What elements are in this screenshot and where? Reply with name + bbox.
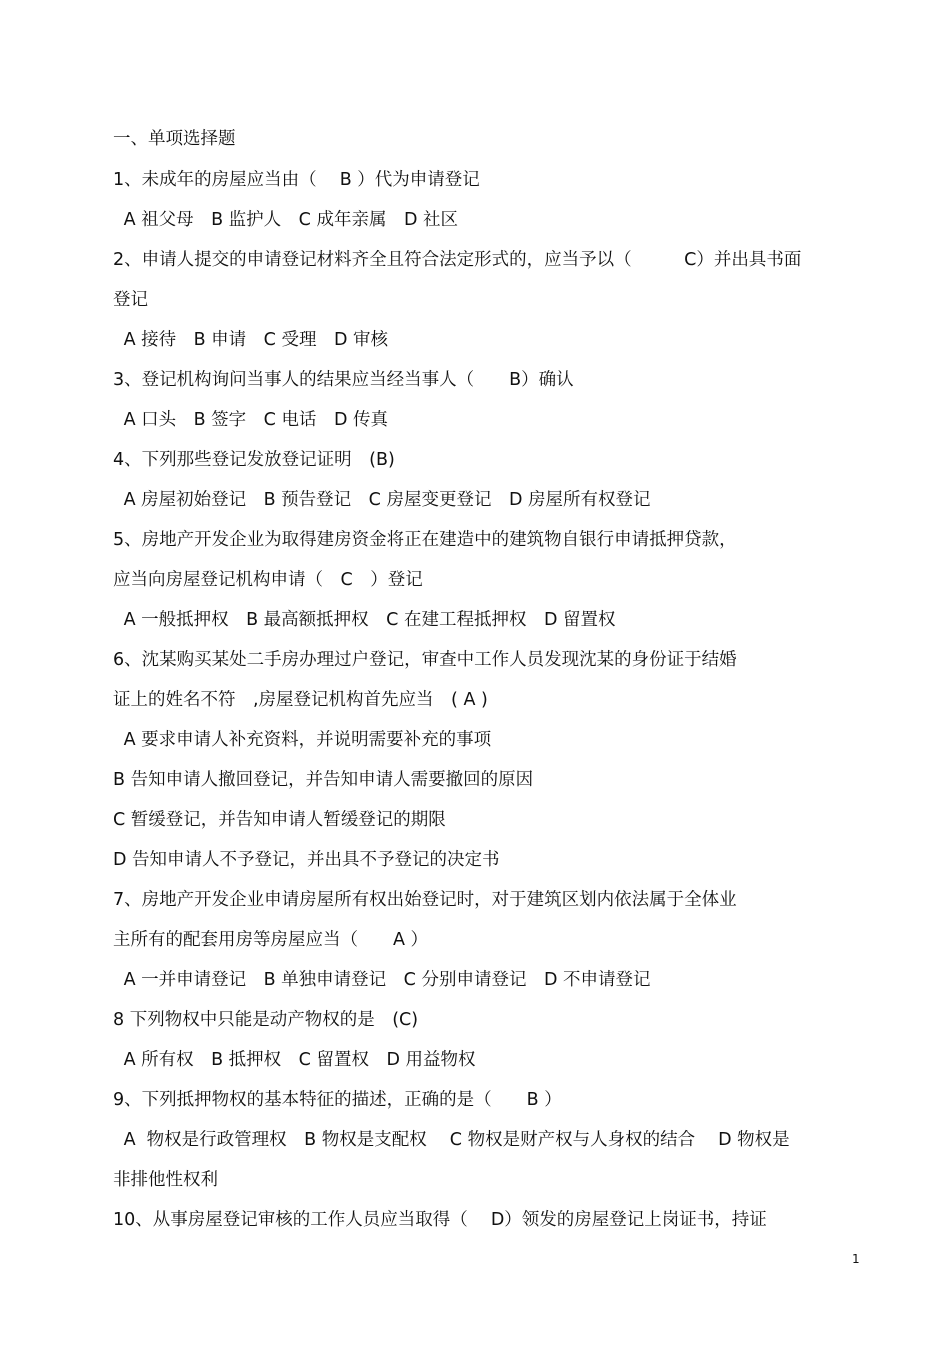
question-3-options: A 口头 B 签字 C 电话 D 传真 [118,410,388,430]
question-4: 4、下列那些登记发放登记证明 (B) [113,450,395,470]
question-1-options: A 祖父母 B 监护人 C 成年亲属 D 社区 [118,210,458,230]
question-5-options: A 一般抵押权 B 最高额抵押权 C 在建工程抵押权 D 留置权 [118,610,616,630]
question-7: 7、房地产开发企业申请房屋所有权出始登记时，对于建筑区划内依法属于全体业 [113,890,737,910]
page-number: 1 [852,1252,860,1266]
question-5: 5、房地产开发企业为取得建房资金将正在建造中的建筑物自银行申请抵押贷款， [113,530,737,550]
question-7-options: A 一并申请登记 B 单独申请登记 C 分别申请登记 D 不申请登记 [118,970,651,990]
question-6-continued: 证上的姓名不符 ,房屋登记机构首先应当 ( A ) [113,690,488,710]
question-9: 9、下列抵押物权的基本特征的描述，正确的是（ B ） [113,1090,562,1110]
question-2-continued: 登记 [113,290,148,310]
question-6-option-b: B 告知申请人撤回登记，并告知申请人需要撤回的原因 [113,770,534,790]
question-9-options: A 物权是行政管理权 B 物权是支配权 C 物权是财产权与人身权的结合 D 物权是 [118,1130,790,1150]
question-5-continued: 应当向房屋登记机构申请（ C ）登记 [113,570,423,590]
section-heading: 一、单项选择题 [113,129,236,149]
question-2-options: A 接待 B 申请 C 受理 D 审核 [118,330,388,350]
question-6: 6、沈某购买某处二手房办理过户登记，审查中工作人员发现沈某的身份证于结婚 [113,650,737,670]
question-2: 2、申请人提交的申请登记材料齐全且符合法定形式的，应当予以（ C）并出具书面 [113,250,802,270]
question-10: 10、从事房屋登记审核的工作人员应当取得（ D）领发的房屋登记上岗证书，持证 [113,1210,767,1230]
question-8-options: A 所有权 B 抵押权 C 留置权 D 用益物权 [118,1050,476,1070]
question-4-options: A 房屋初始登记 B 预告登记 C 房屋变更登记 D 房屋所有权登记 [118,490,651,510]
question-8: 8 下列物权中只能是动产物权的是 (C) [113,1010,419,1030]
question-6-option-c: C 暂缓登记，并告知申请人暂缓登记的期限 [113,810,446,830]
question-3: 3、登记机构询问当事人的结果应当经当事人（ B）确认 [113,370,574,390]
question-9-options-continued: 非排他性权利 [113,1170,218,1190]
question-6-option-a: A 要求申请人补充资料，并说明需要补充的事项 [118,730,492,750]
question-1: 1、未成年的房屋应当由（ B ）代为申请登记 [113,170,480,190]
question-6-option-d: D 告知申请人不予登记，并出具不予登记的决定书 [113,850,500,870]
question-7-continued: 主所有的配套用房等房屋应当（ A ） [113,930,429,950]
